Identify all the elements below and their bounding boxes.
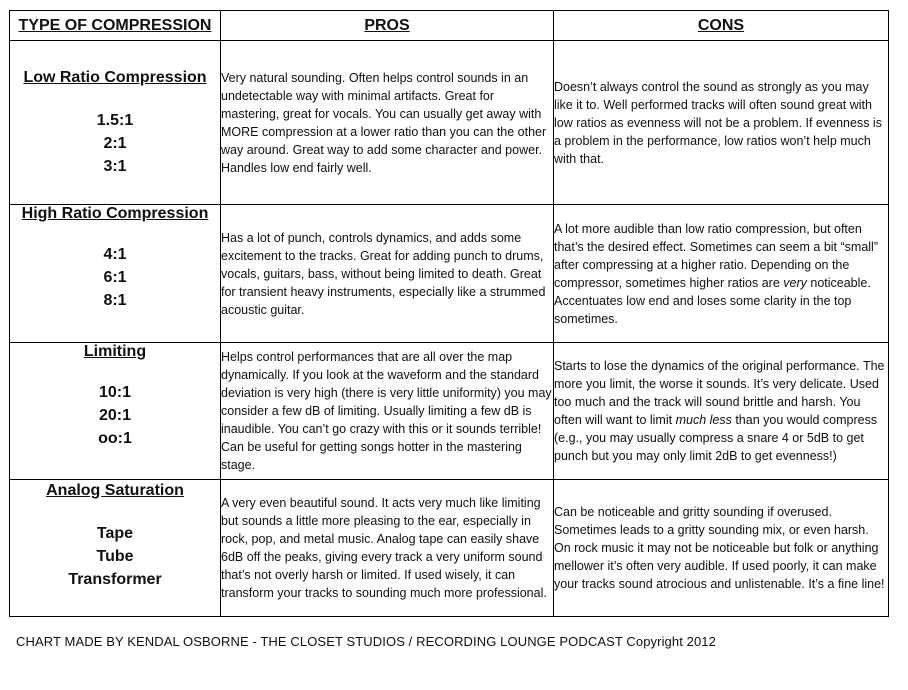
header-cons: CONS [554,11,889,41]
header-pros: PROS [221,11,554,41]
type-cell [10,480,221,617]
ratio-item: oo:1 [98,430,132,447]
type-cell [10,205,221,343]
ratio-list [10,109,220,178]
pros-cell: A very even beautiful sound. It acts very much like limiting but sounds a little more pleasing to the ear, especially in rock, pop, and metal music. Analog tape can easily shave 6dB off the peaks, giving every track a very uniform sound that’s not overly harsh or limited. If used wisely, it can transform your tracks to sounding much more professional. [221,480,554,617]
ratio-item: 6:1 [103,269,127,286]
header-type: TYPE OF COMPRESSION [10,11,221,41]
pros-cell: Helps control performances that are all over the map dynamically. If you look at the waveform and the standard deviation is very high (there is very little uniformity) you may consider a few dB of limiting. Usually limiting a few dB is inaudible. You can’t go crazy with this or it sounds terrible! Can be useful for getting songs hotter in the mastering stage. [221,343,554,480]
table-row [10,480,889,617]
ratio-item: 2:1 [103,135,127,152]
compression-chart-table [9,10,889,617]
type-name: Analog Saturation [46,482,184,499]
cons-emphasis: very [783,275,807,290]
table-row [10,205,889,343]
ratio-item: 10:1 [98,384,132,401]
cons-cell [554,343,889,480]
ratio-item: Tape [96,525,134,542]
cons-cell [554,205,889,343]
footer-credit: CHART MADE BY KENDAL OSBORNE - THE CLOSET STUDIOS / RECORDING LOUNGE PODCAST Copyright 2012 [16,634,716,649]
ratio-list [10,381,220,450]
cons-cell: Can be noticeable and gritty sounding if overused. Sometimes leads to a gritty sounding mix, or even harsh. On rock music it may not be noticeable but folk or anything mellower it’s often very audible. If used poorly, it can make your tracks sound atrocious and unlistenable. It’s a fine line! [554,480,889,617]
cons-text: than you would compress (e.g., you may usually compress a snare 4 or 5dB to get punch but you may only limit 2dB to get evenness!) [554,413,878,463]
type-cell [10,343,221,480]
ratio-item: 20:1 [98,407,132,424]
pros-cell: Very natural sounding. Often helps control sounds in an undetectable way with minimal artifacts. Great for mastering, great for vocals. You can usually get away with MORE compression at a lower ratio than you can the other way around. Great way to add some character and power. Handles low end fairly well. [221,41,554,205]
table-row [10,343,889,480]
cons-cell: Doesn’t always control the sound as strongly as you may like it to. Well performed tracks will often sound great with low ratios as evenness will not be a problem. If evenness is a problem in the performance, low ratios won’t help much with that. [554,41,889,205]
pros-cell: Has a lot of punch, controls dynamics, and adds some excitement to the tracks. Great for adding punch to drums, vocals, guitars, bass, without being limited to death. Great for transient heavy instruments, especially like a strummed acoustic guitar. [221,205,554,343]
cons-text: Starts to lose the dynamics of the original performance. The more you limit, the worse it sounds. It’s very delicate. Used too much and the track will sound brittle and harsh. You often will want to limit [554,359,885,427]
ratio-list [10,522,220,591]
ratio-item: Transformer [68,571,162,588]
type-name: Limiting [83,343,147,360]
ratio-item: Tube [96,548,134,565]
type-cell [10,41,221,205]
table-row [10,41,889,205]
ratio-item: 1.5:1 [96,112,134,129]
ratio-item: 4:1 [103,246,127,263]
header-row [10,11,889,41]
type-name: High Ratio Compression [21,205,209,222]
cons-emphasis: much less [675,413,732,427]
cons-text: A lot more audible than low ratio compression, but often that’s the desired effect. Sometimes can seem a bit “small” after compressing at a higher ratio. Depending on the compressor, sometimes higher ratios are [554,221,878,290]
cons-text: noticeable. Accentuates low end and loses some clarity in the top sometimes. [554,275,871,326]
type-name: Low Ratio Compression [23,69,207,86]
ratio-list [10,243,220,312]
ratio-item: 3:1 [103,158,127,175]
ratio-item: 8:1 [103,292,127,309]
